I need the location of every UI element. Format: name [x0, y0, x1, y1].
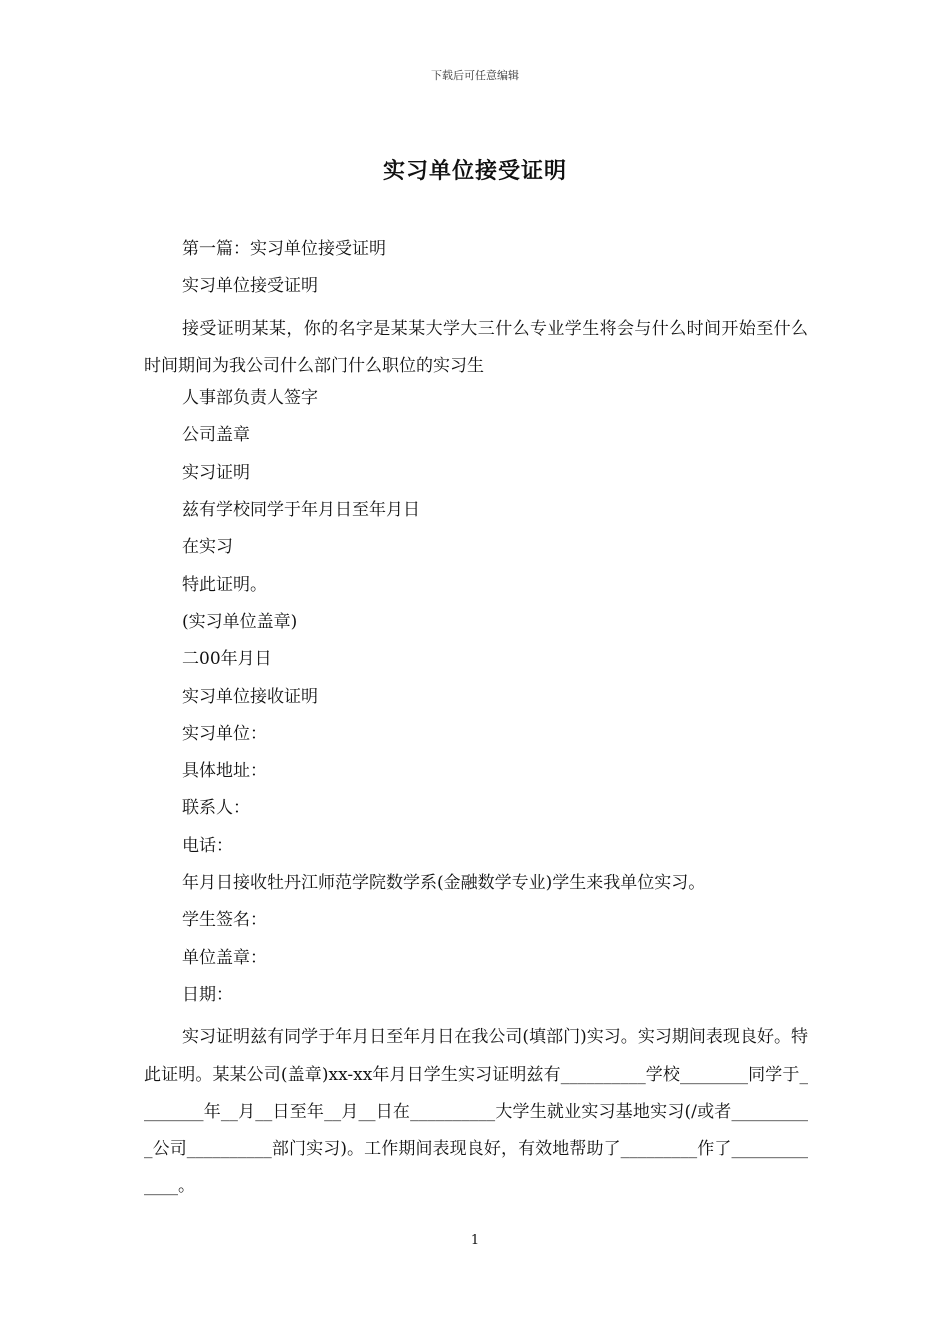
header-note: 下载后可任意编辑 — [431, 69, 519, 82]
text-line: 学生签名： — [182, 910, 267, 931]
text-line: 在实习 — [182, 537, 233, 558]
text-line: 单位盖章： — [182, 947, 267, 968]
text-line: 人事部负责人签字 — [182, 388, 318, 409]
document-body — [144, 236, 808, 1206]
text-line: 联系人： — [182, 798, 250, 819]
text-line: 具体地址： — [182, 761, 267, 782]
subheading: 实习单位接受证明 — [182, 276, 318, 297]
text-line: 电话： — [182, 835, 233, 856]
text-line: 年月日接收牡丹江师范学院数学系(金融数学专业)学生来我单位实习。 — [182, 873, 706, 894]
text-line: 日期： — [182, 984, 233, 1005]
paragraph-acceptance: 接受证明某某，你的名字是某某大学大三什么专业学生将会与什么时间开始至什么时间期间为我公司什么部门什么职位的实习生 — [144, 318, 808, 376]
text-line: 特此证明。 — [182, 574, 267, 595]
page-number: 1 — [470, 1233, 480, 1248]
paragraph-internship-certificate: 实习证明兹有同学于年月日至年月日在我公司(填部门)实习。实习期间表现良好。特此证明。某某公司(盖章)xx-xx年月日学生实习证明兹有__________学校________同学于________年__月__日至年__月__日在__________大学生就业实习基地实习(/或者__________公司__________部门实习)。工作期间表现良好，有效地帮助了_________作了_____________。 — [144, 1027, 808, 1197]
text-line: 二00年月日 — [182, 649, 272, 670]
document-title: 实习单位接受证明 — [382, 158, 567, 184]
text-line: (实习单位盖章) — [182, 611, 298, 632]
text-line: 兹有学校同学于年月日至年月日 — [182, 500, 420, 521]
text-line: 实习单位接收证明 — [182, 686, 318, 707]
text-line: 实习单位： — [182, 723, 267, 744]
text-line: 公司盖章 — [182, 425, 250, 446]
text-line: 实习证明 — [182, 462, 250, 483]
section-heading: 第一篇：实习单位接受证明 — [182, 239, 386, 259]
